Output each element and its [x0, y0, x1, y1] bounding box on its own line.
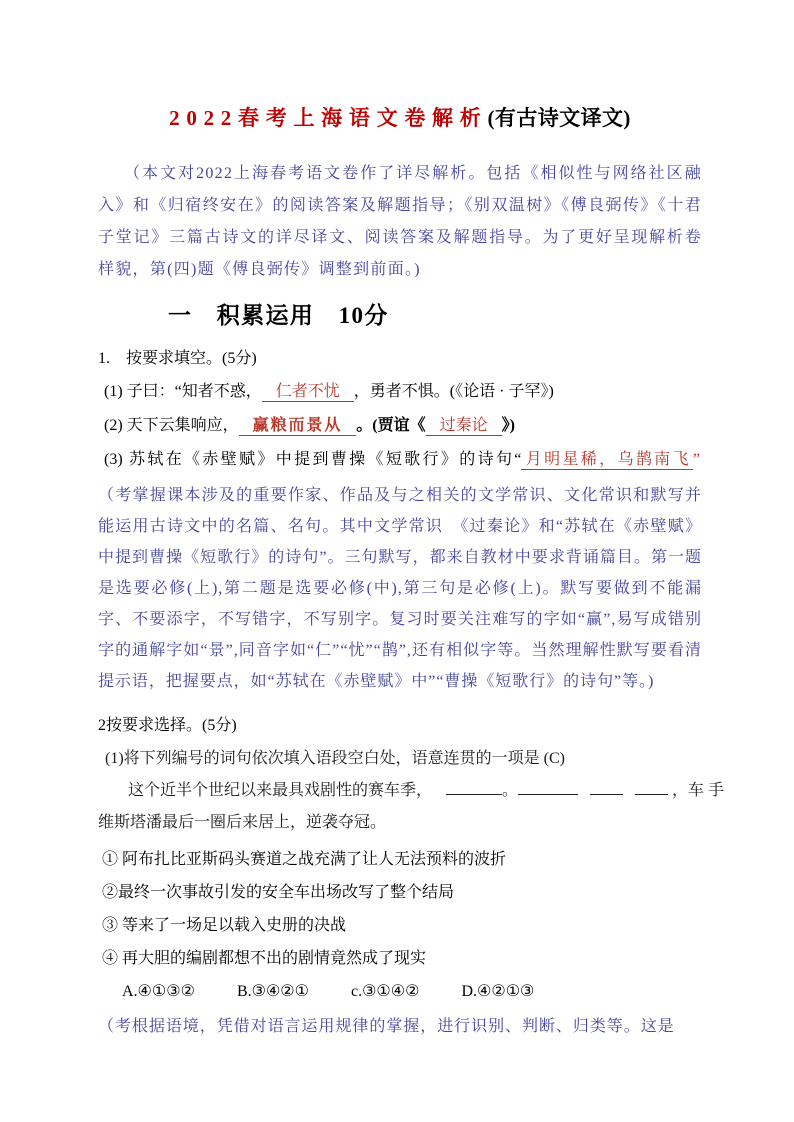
- passage-tail: ，车 手: [672, 782, 725, 799]
- intro-paragraph: （本文对2022上海春考语文卷作了详尽解析。包括《相似性与网络社区融入》和《归宿终安在》的阅读答案及解题指导；《别双温树》《傅良弼传》《十君子堂记》三篇古诗文的详尽译文、阅读答案及解题指导。为了更好呈现解析卷样貌，第(四)题《傅良弼传》调整到前面。): [98, 165, 702, 278]
- fill-item-2-mid: 。(贾谊《: [356, 417, 426, 434]
- question-2-1-prompt: (1)将下列编号的词句依次填入语段空白处，语意连贯的一项是 (C): [105, 750, 565, 767]
- title-main-text: 2022春考上海语文卷解析: [169, 106, 488, 130]
- title-subtitle-text: (有古诗文译文): [487, 106, 631, 130]
- passage-pre: 这个近半个世纪以来最具戏剧性的赛车季，: [128, 782, 433, 799]
- fill-item-1-pre: (1) 子曰：“知者不惑，: [104, 383, 262, 400]
- fill-item-1: [98, 375, 702, 409]
- fill-item-3-pre: (3) 苏轼在《赤壁赋》中提到曹操《短歌行》的诗句“: [104, 451, 522, 468]
- numbered-options: [98, 843, 702, 975]
- passage-line-2: 维斯塔潘最后一圈后来居上，逆袭夺冠。: [98, 814, 387, 831]
- question-1-label: 1. 按要求填空。(5分): [98, 350, 257, 367]
- choice-b: B.③④②①: [236, 983, 309, 1000]
- question-2-annotation: （考根据语境，凭借对语言运用规律的掌握，进行识别、判断、归类等。这是: [98, 1018, 675, 1035]
- fill-item-2-answer2: 过秦论: [426, 417, 502, 436]
- choice-row: [98, 975, 702, 1008]
- choice-c: c.③①④②: [350, 983, 420, 1000]
- fill-item-3-answer: 月明星稀，乌鹊南飞: [523, 451, 691, 468]
- passage-line-1: [98, 775, 725, 807]
- fill-item-3-post: ”: [692, 451, 700, 468]
- passage-dot: 。: [502, 782, 519, 799]
- option-3: ③ 等来了一场足以载入史册的决战: [102, 917, 347, 934]
- fill-item-2-pre: (2) 天下云集响应，: [104, 417, 239, 434]
- fill-item-3: [98, 443, 702, 477]
- option-2: ②最终一次事故引发的安全车出场改写了整个结局: [102, 884, 455, 901]
- choice-a: A.④①③②: [122, 983, 195, 1000]
- choice-d: D.④②①③: [461, 983, 535, 1000]
- option-4: ④ 再大胆的编剧都想不出的剧情竟然成了现实: [102, 950, 427, 967]
- answer-blank-3: [590, 780, 623, 795]
- document-title: [98, 102, 702, 132]
- fill-item-2-post: 》): [501, 417, 515, 434]
- question-1-annotation: （考掌握课本涉及的重要作家、作品及与之相关的文学常识、文化常识和默写并能运用古诗文中的名篇、名句。其中文学常识 《过秦论》和“苏轼在《赤壁赋》中提到曹操《短歌行》的诗句”。三句默写，都来自教材中要求背诵篇目。第一题是选要必修(上),第二题是选要必修(中),第三句是必修(上)。默写要做到不能漏字、不要添字，不写错字，不写别字。复习时要关注难写的字如“赢”,易写成错别字的通解字如“景”,同音字如“仁”“忧”“鹊”,还有相似字等。当然理解性默写要看清提示语，把握要点，如“苏轼在《赤壁赋》中”“曹操《短歌行》的诗句”等。): [98, 487, 702, 690]
- answer-blank-4: [635, 780, 668, 795]
- section-heading: 一 积累运用 10分: [168, 303, 389, 328]
- fill-item-1-answer: 仁者不忧: [262, 383, 354, 402]
- fill-item-1-post: ，勇者不惧。(《论语 · 子罕》): [353, 383, 554, 400]
- answer-blank-2: [518, 780, 578, 795]
- fill-item-2-answer: 赢粮而景从: [239, 417, 357, 436]
- answer-blank-1: [446, 780, 502, 795]
- question-2-label: 2按要求选择。(5分): [98, 717, 237, 734]
- fill-item-2: [98, 409, 702, 443]
- option-1: ① 阿布扎比亚斯码头赛道之战充满了让人无法预料的波折: [102, 851, 507, 868]
